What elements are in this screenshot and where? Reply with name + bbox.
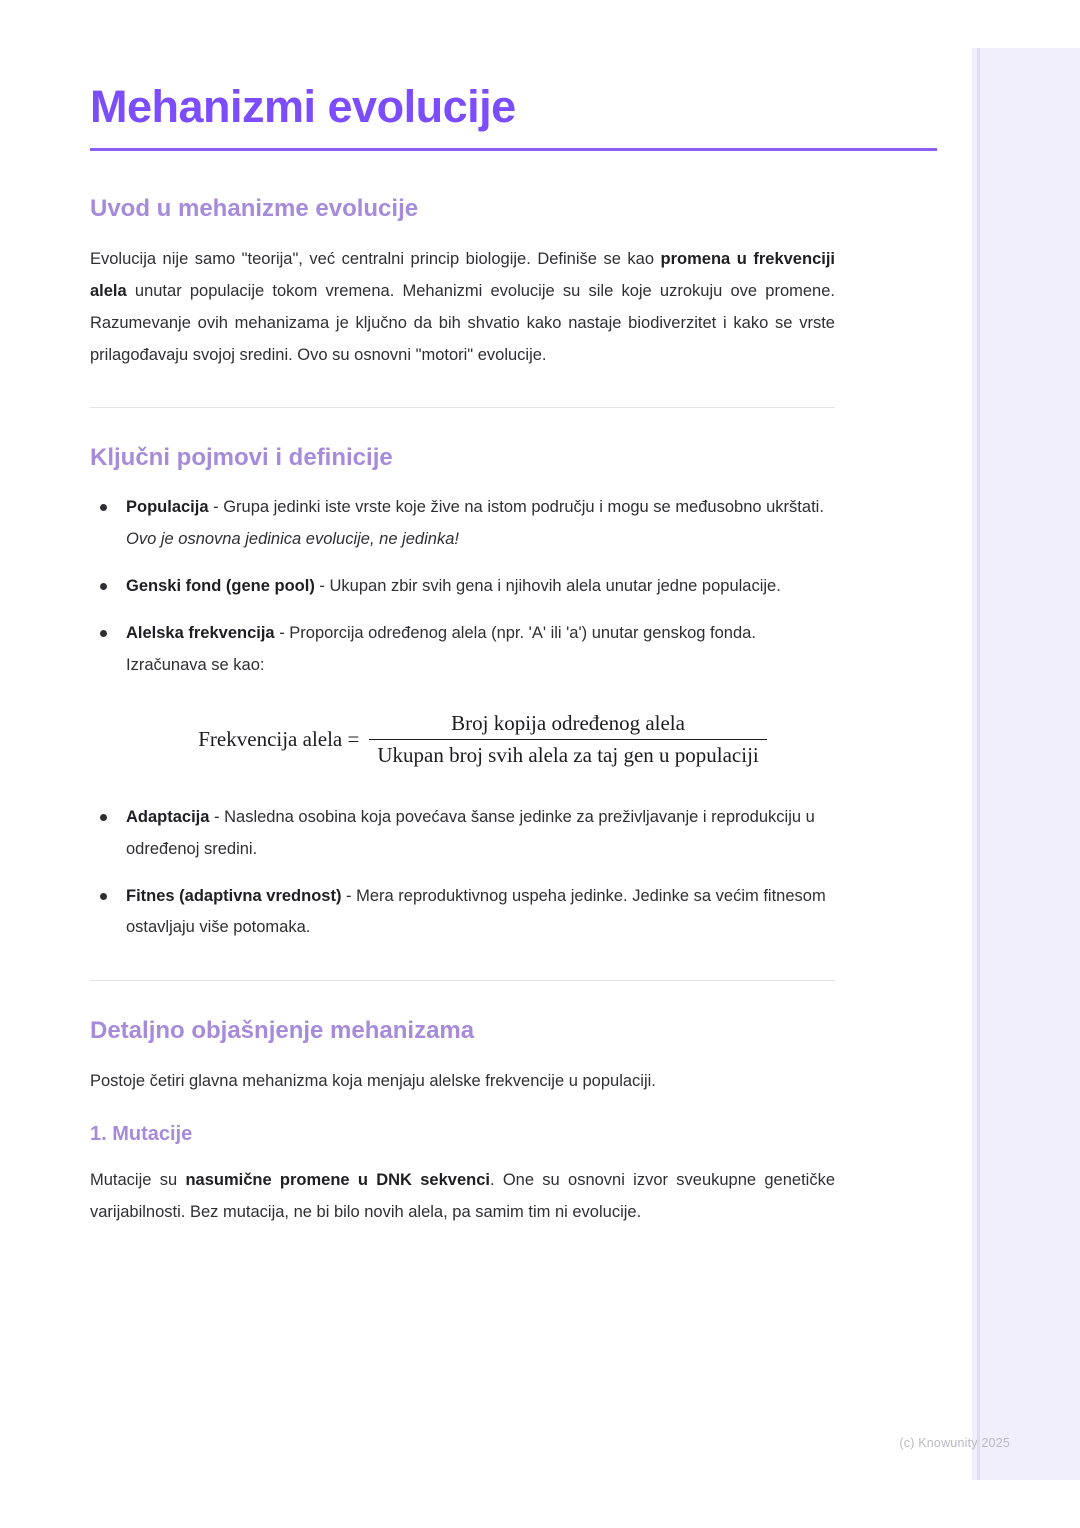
- allele-frequency-formula: [90, 711, 835, 769]
- document-content: [90, 82, 835, 1228]
- list-item: [90, 618, 835, 681]
- intro-text-part1: Evolucija nije samo "teorija", već centralni princip biologije. Definiše se kao: [90, 249, 661, 268]
- section-divider-2: [90, 980, 835, 981]
- term-emphasis: Ovo je osnovna jedinica evolucije, ne jedinka!: [126, 529, 459, 548]
- section-heading-intro: Uvod u mehanizme evolucije: [90, 194, 419, 222]
- term-label: Populacija: [126, 498, 209, 517]
- copyright-notice: (c) Knowunity 2025: [899, 1436, 1010, 1450]
- list-item: [90, 492, 835, 555]
- mutations-text-bold: nasumične promene u DNK sekvenci: [185, 1170, 490, 1189]
- mutations-paragraph: [90, 1164, 835, 1228]
- section-heading-key-terms: Ključni pojmovi i definicije: [90, 444, 393, 472]
- definition-list-part1: [90, 492, 835, 681]
- term-text: - Mera reproduktivnog uspeha jedinke. Jedinke sa većim fitnesom ostavljaju više potomaka.: [126, 887, 826, 937]
- page-margin-band: [972, 48, 1080, 1480]
- mutations-text-part1: Mutacije su: [90, 1170, 186, 1189]
- term-label: Alelska frekvencija: [126, 624, 275, 643]
- term-text: - Ukupan zbir svih gena i njihovih alela unutar jedne populacije.: [314, 576, 781, 595]
- term-text: - Proporcija određenog alela (npr. 'A' ili 'a') unutar genskog fonda. Izračunava se kao:: [126, 624, 756, 674]
- formula-denominator: Ukupan broj svih alela za taj gen u populaciji: [377, 743, 759, 768]
- term-label: Fitnes (adaptivna vrednost): [126, 887, 342, 906]
- page-margin-rule: [977, 48, 980, 1480]
- title-underline: [90, 148, 937, 151]
- list-item: [90, 881, 835, 944]
- mutations-text-part2: . One su osnovni izvor sveukupne genetičke varijabilnosti. Bez mutacija, ne bi bilo novih alela, pa samim tim ni evolucije.: [90, 1170, 836, 1222]
- formula-left-side: Frekvencija alela =: [198, 727, 360, 752]
- term-text: - Grupa jedinki iste vrste koje žive na istom području i mogu se međusobno ukrštati.: [208, 498, 824, 517]
- intro-paragraph: [90, 243, 835, 372]
- term-label: Adaptacija: [126, 808, 210, 827]
- section-divider-1: [90, 407, 835, 408]
- term-text: - Nasledna osobina koja povećava šanse jedinke za preživljavanje i reprodukciju u određenoj sredini.: [126, 808, 815, 858]
- page-title: Mehanizmi evolucije: [90, 81, 516, 132]
- intro-text-part2: unutar populacije tokom vremena. Mehanizmi evolucije su sile koje uzrokuju ove promene. Razumevanje ovih mehanizama je ključno da bih shvatio kako nastaje biodiverzitet i kako se vrste prilagođavaju svojoj sredini. Ovo su osnovni "motori" evolucije.: [90, 281, 835, 365]
- subsection-heading-mutations: 1. Mutacije: [90, 1122, 193, 1145]
- definition-list-part2: [90, 802, 835, 943]
- mechanisms-intro-paragraph: Postoje četiri glavna mehanizma koja menjaju alelske frekvencije u populaciji.: [90, 1071, 656, 1090]
- list-item: [90, 571, 835, 602]
- list-item: [90, 802, 835, 865]
- section-heading-mechanisms: Detaljno objašnjenje mehanizama: [90, 1016, 475, 1044]
- formula-numerator: Broj kopija određenog alela: [451, 710, 685, 735]
- term-label: Genski fond (gene pool): [126, 576, 315, 595]
- intro-text-bold: promena u frekvenciji alela: [90, 249, 835, 300]
- formula-fraction: [369, 711, 766, 769]
